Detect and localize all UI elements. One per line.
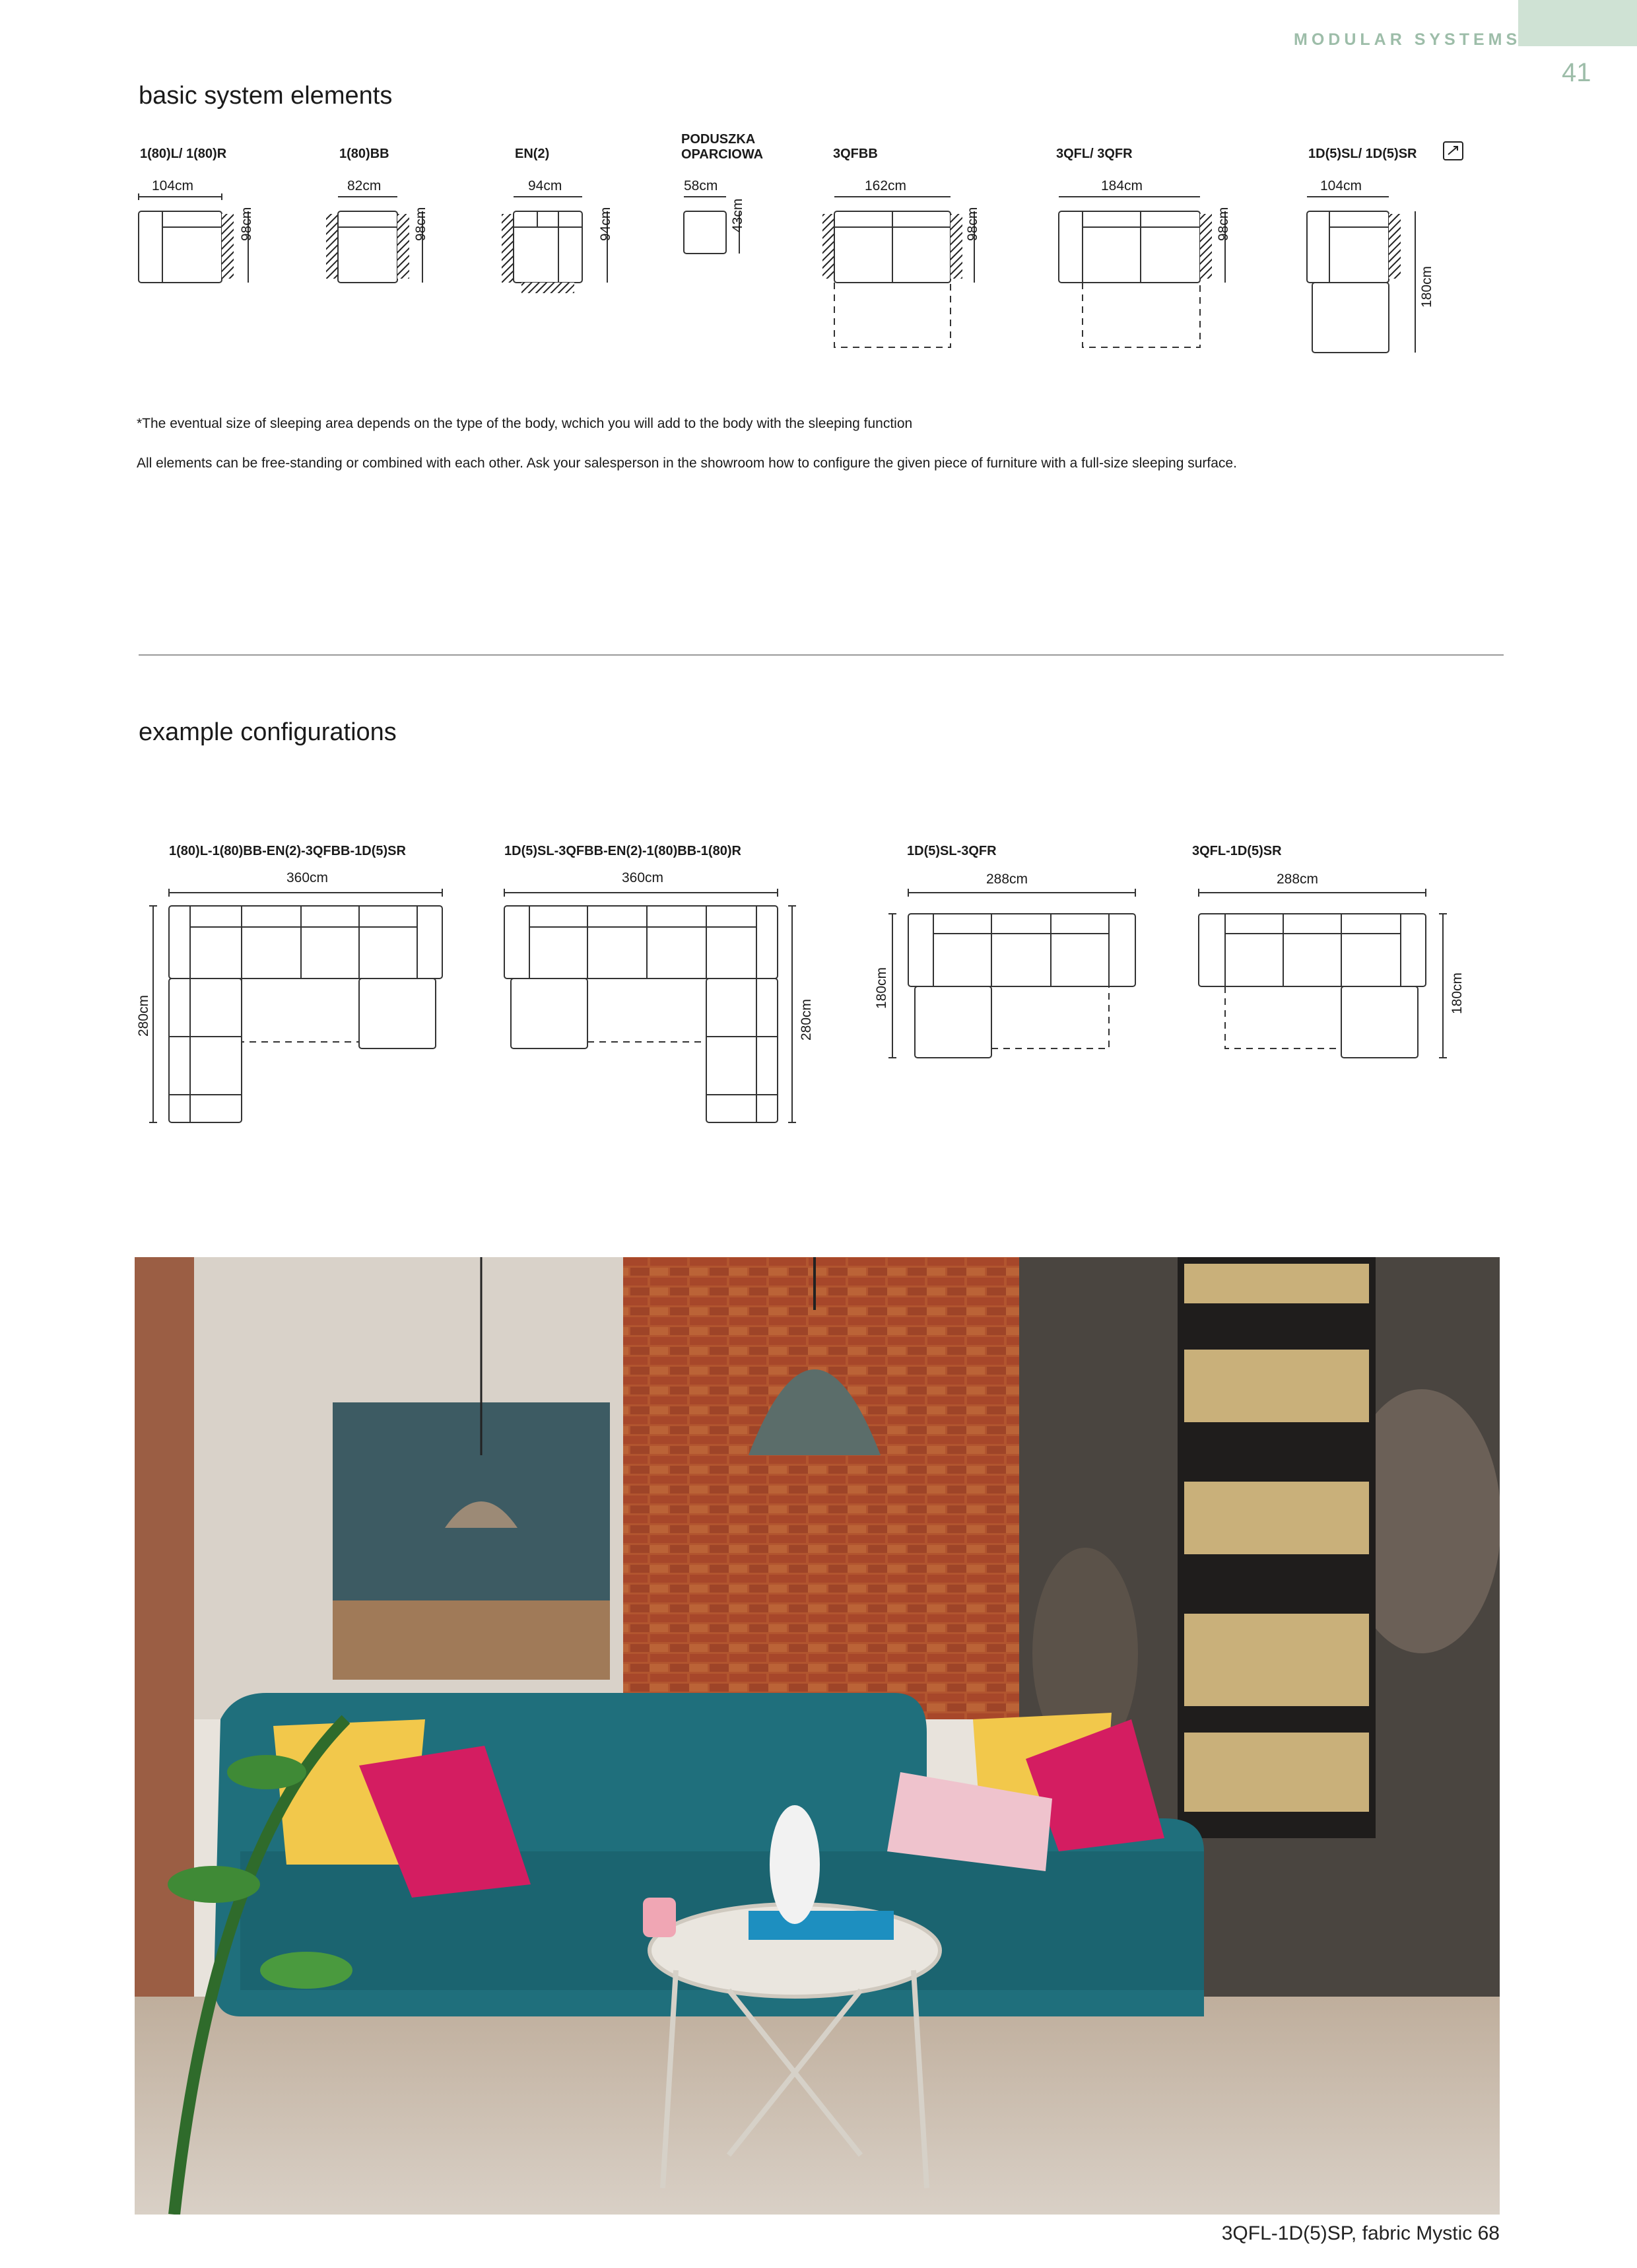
element-label-6: 3QFL/ 3QFR — [1056, 147, 1133, 161]
basic-elements-title: basic system elements — [139, 82, 393, 110]
config-label-1: 1(80)L-1(80)BB-EN(2)-3QFBB-1D(5)SR — [169, 844, 406, 858]
dim-width-4: 58cm — [684, 178, 718, 193]
config-label-2: 1D(5)SL-3QFBB-EN(2)-1(80)BB-1(80)R — [504, 844, 741, 858]
photo-illustration — [135, 1257, 1500, 2215]
dim-width-6: 184cm — [1101, 178, 1143, 193]
config-width-2: 360cm — [622, 870, 664, 885]
config-depth-4: 180cm — [1450, 972, 1465, 1014]
photo-caption: 3QFL-1D(5)SP, fabric Mystic 68 — [1221, 2222, 1500, 2244]
basic-elements-drawings — [119, 172, 1479, 370]
element-label-3: EN(2) — [515, 147, 550, 161]
note-free-standing: All elements can be free-standing or combined with each other. Ask your salesperson in the showroom how to configure the given piece of furniture with a full-size sleeping surface. — [137, 456, 1237, 471]
config-label-3: 1D(5)SL-3QFR — [907, 844, 997, 858]
dim-depth-6: 98cm — [1216, 207, 1231, 241]
config-depth-2: 280cm — [799, 998, 814, 1041]
header-tab — [1518, 0, 1637, 46]
dim-depth-4: 43cm — [730, 198, 745, 232]
dim-depth-5: 98cm — [965, 207, 980, 241]
dim-width-1: 104cm — [152, 178, 194, 193]
config-width-3: 288cm — [986, 872, 1028, 887]
config-depth-3: 180cm — [874, 967, 889, 1009]
dim-depth-2: 98cm — [413, 207, 428, 241]
element-label-1: 1(80)L/ 1(80)R — [140, 147, 227, 161]
example-configurations-title: example configurations — [139, 718, 397, 746]
element-label-7: 1D(5)SL/ 1D(5)SR — [1308, 147, 1417, 161]
config-width-4: 288cm — [1277, 872, 1319, 887]
config-label-4: 3QFL-1D(5)SR — [1192, 844, 1282, 858]
dim-width-7: 104cm — [1320, 178, 1362, 193]
element-label-5: 3QFBB — [833, 147, 878, 161]
diagram-icon — [1443, 141, 1464, 161]
dim-depth-3: 94cm — [598, 207, 613, 241]
dim-width-5: 162cm — [865, 178, 907, 193]
dim-width-2: 82cm — [347, 178, 382, 193]
dim-depth-1: 98cm — [239, 207, 254, 241]
note-sleeping-area: *The eventual size of sleeping area depends on the type of the body, wchich you will add to the body with the sleeping function — [137, 416, 913, 431]
page-number: 41 — [1562, 58, 1591, 87]
config-depth-1: 280cm — [136, 994, 151, 1037]
element-label-4: PODUSZKA OPARCIOWA — [681, 132, 764, 162]
config-width-1: 360cm — [286, 870, 329, 885]
divider — [139, 654, 1504, 656]
element-label-2: 1(80)BB — [339, 147, 389, 161]
dim-depth-7: 180cm — [1419, 265, 1434, 308]
living-room-photo — [135, 1257, 1500, 2215]
dim-width-3: 94cm — [528, 178, 562, 193]
section-label: MODULAR SYSTEMS — [1294, 30, 1521, 49]
